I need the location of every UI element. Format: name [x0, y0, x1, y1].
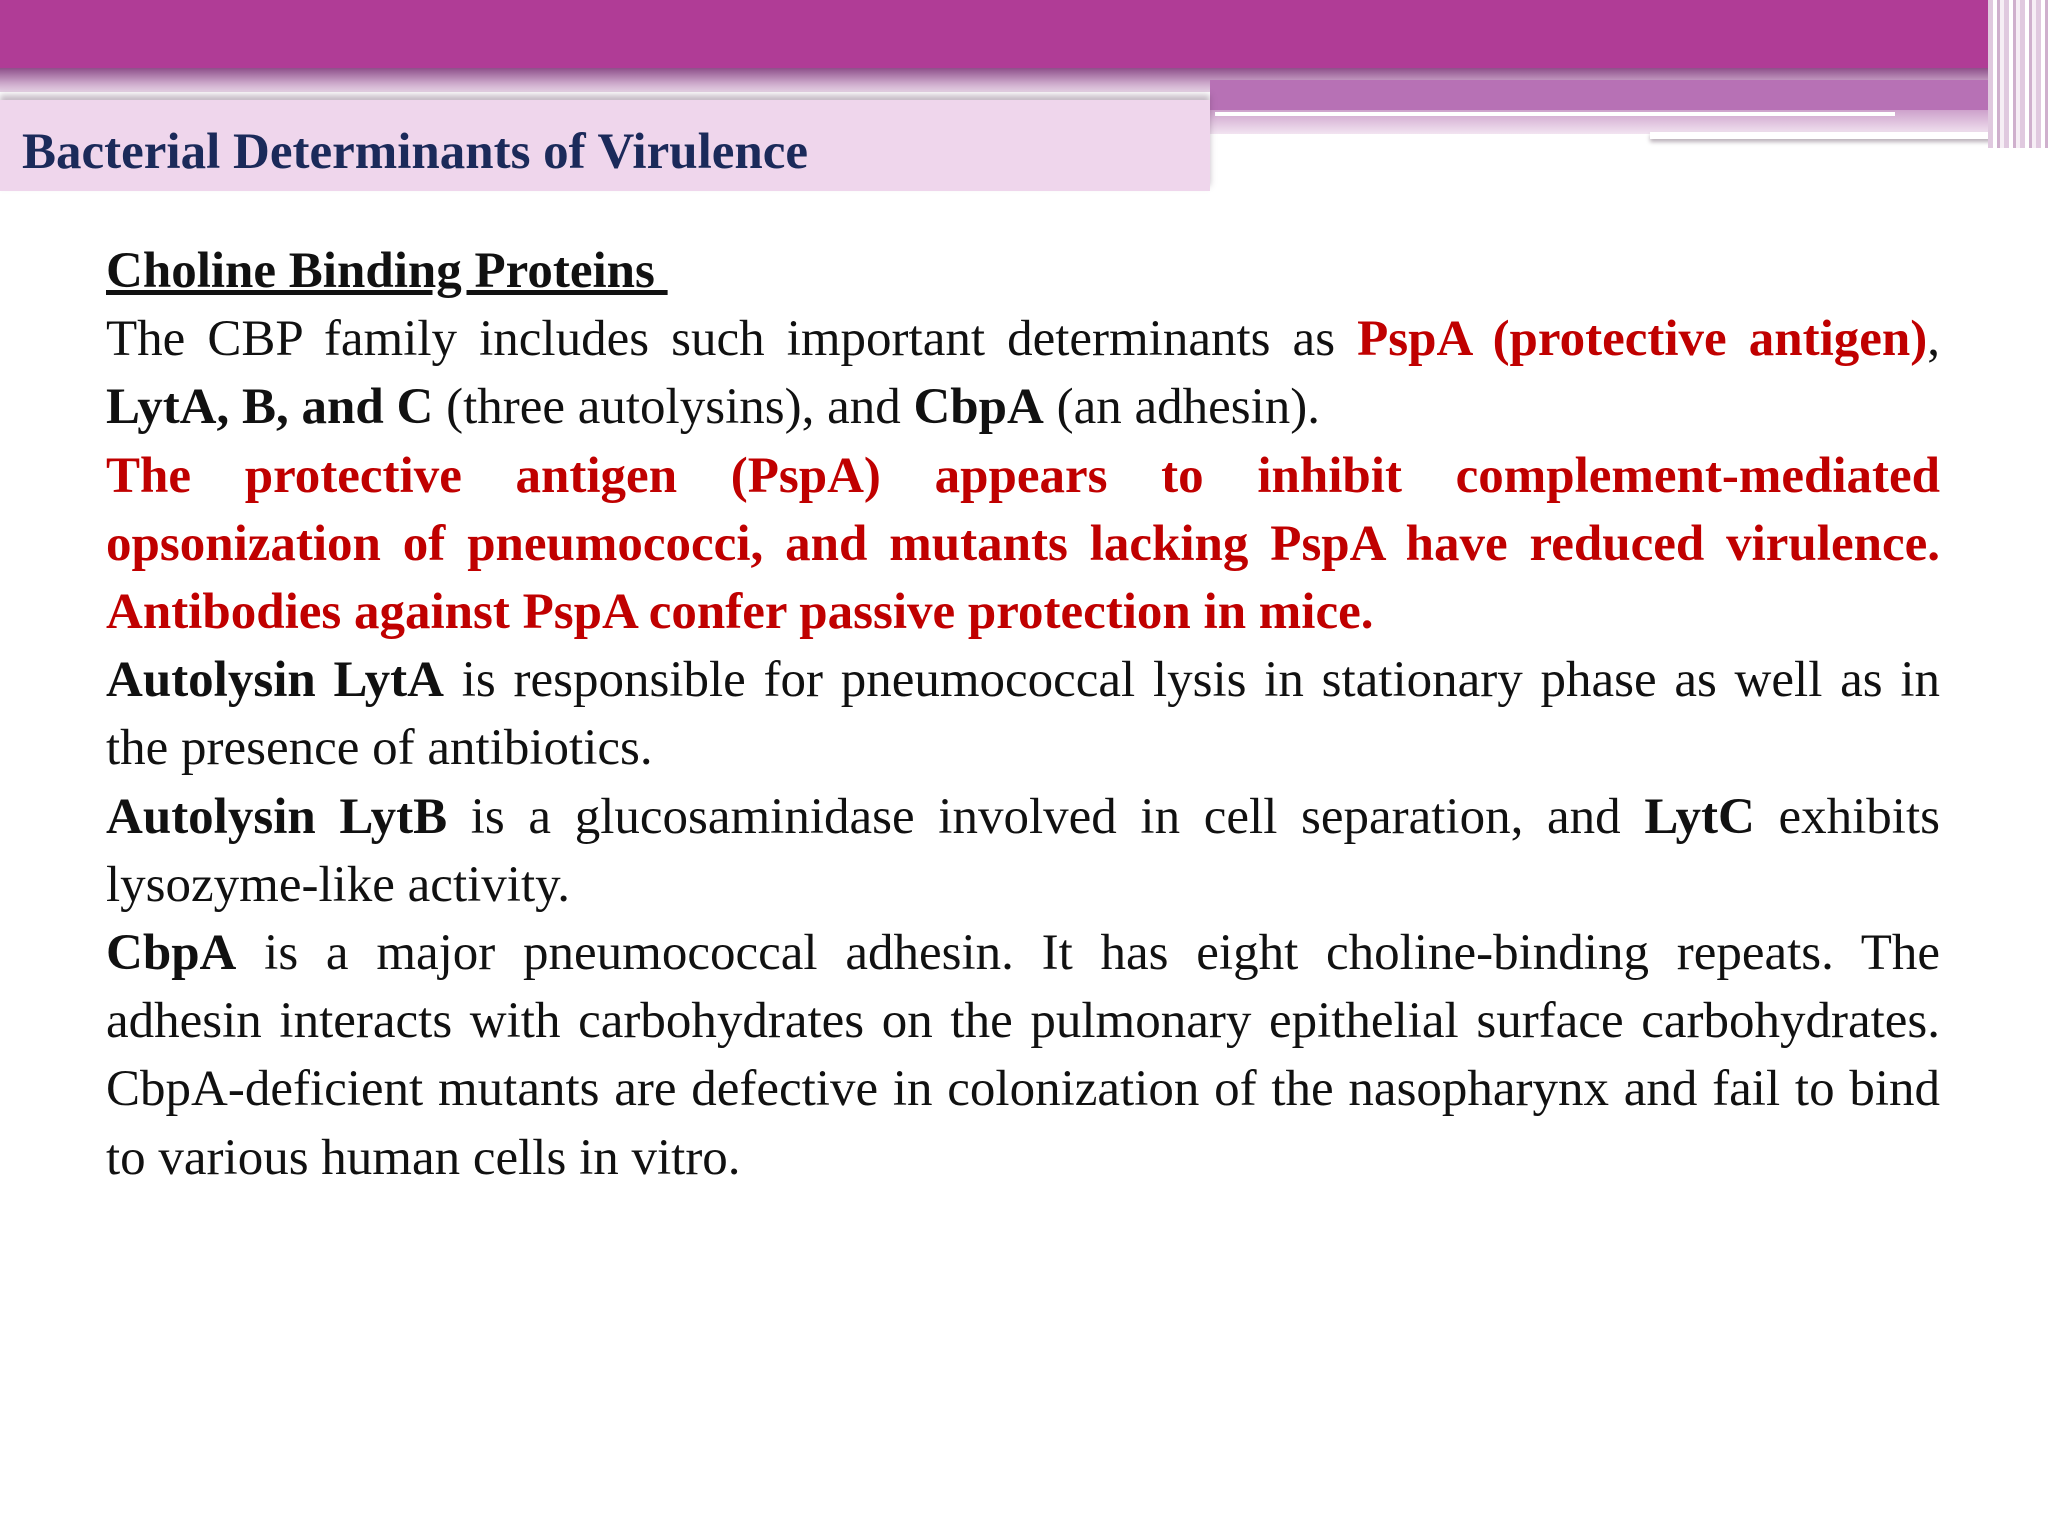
paragraph-pspa-emphasis: The protective antigen (PspA) appears to inhibit complement-mediated opsonization of pneumococci, and mutants lacking PspA have reduced virulence. Antibodies against PspA confer passive protection in mice.	[106, 447, 1940, 641]
slide-content	[106, 237, 1940, 1192]
text-run: is a glucosaminidase involved in cell separation, and	[447, 788, 1645, 845]
header-edge-stripes	[1988, 0, 2048, 148]
term-cbpa: CbpA	[913, 379, 1044, 436]
paragraph-lytb	[106, 783, 1940, 919]
text-run: is a major pneumococcal adhesin. It has eight choline-binding repeats. The adhesin interacts with carbohydrates on the pulmonary epithelial surface carbohydrates. CbpA-deficient mutants are defective in colonization of the nasopharynx and fail to bind to various human cells in vitro.	[106, 925, 1940, 1186]
text-run: is responsible for pneumococcal lysis in stationary phase as well as in the presence of antibiotics.	[106, 652, 1940, 777]
section-heading-line	[106, 237, 1940, 305]
term-lytc: LytC	[1644, 788, 1755, 845]
paragraph-lyta	[106, 646, 1940, 782]
text-run: ,	[1927, 311, 1940, 368]
text-run: The CBP family includes such important determinants as	[106, 311, 1358, 368]
paragraph-cbp-family	[106, 305, 1940, 441]
term-pspa: PspA (protective antigen)	[1357, 311, 1928, 368]
term-cbpa-bold: CbpA	[106, 925, 237, 982]
header-band	[0, 0, 1988, 68]
term-autolysin-lytb: Autolysin LytB	[106, 788, 448, 845]
page-title: Bacterial Determinants of Virulence	[22, 124, 809, 180]
text-run: (three autolysins), and	[433, 379, 914, 436]
term-autolysin-lyta: Autolysin LytA	[106, 652, 444, 709]
paragraph-cbpa	[106, 919, 1940, 1192]
header-accent-bar	[1210, 80, 1988, 110]
section-heading: Choline Binding Proteins	[106, 243, 668, 299]
text-run: exhibits lysozyme-like activity.	[106, 788, 1940, 913]
text-run: (an adhesin).	[1043, 379, 1321, 436]
term-lyt: LytA, B, and C	[106, 379, 434, 436]
header-divider-line-short	[1650, 132, 2002, 139]
header-divider-line	[1215, 112, 1895, 116]
